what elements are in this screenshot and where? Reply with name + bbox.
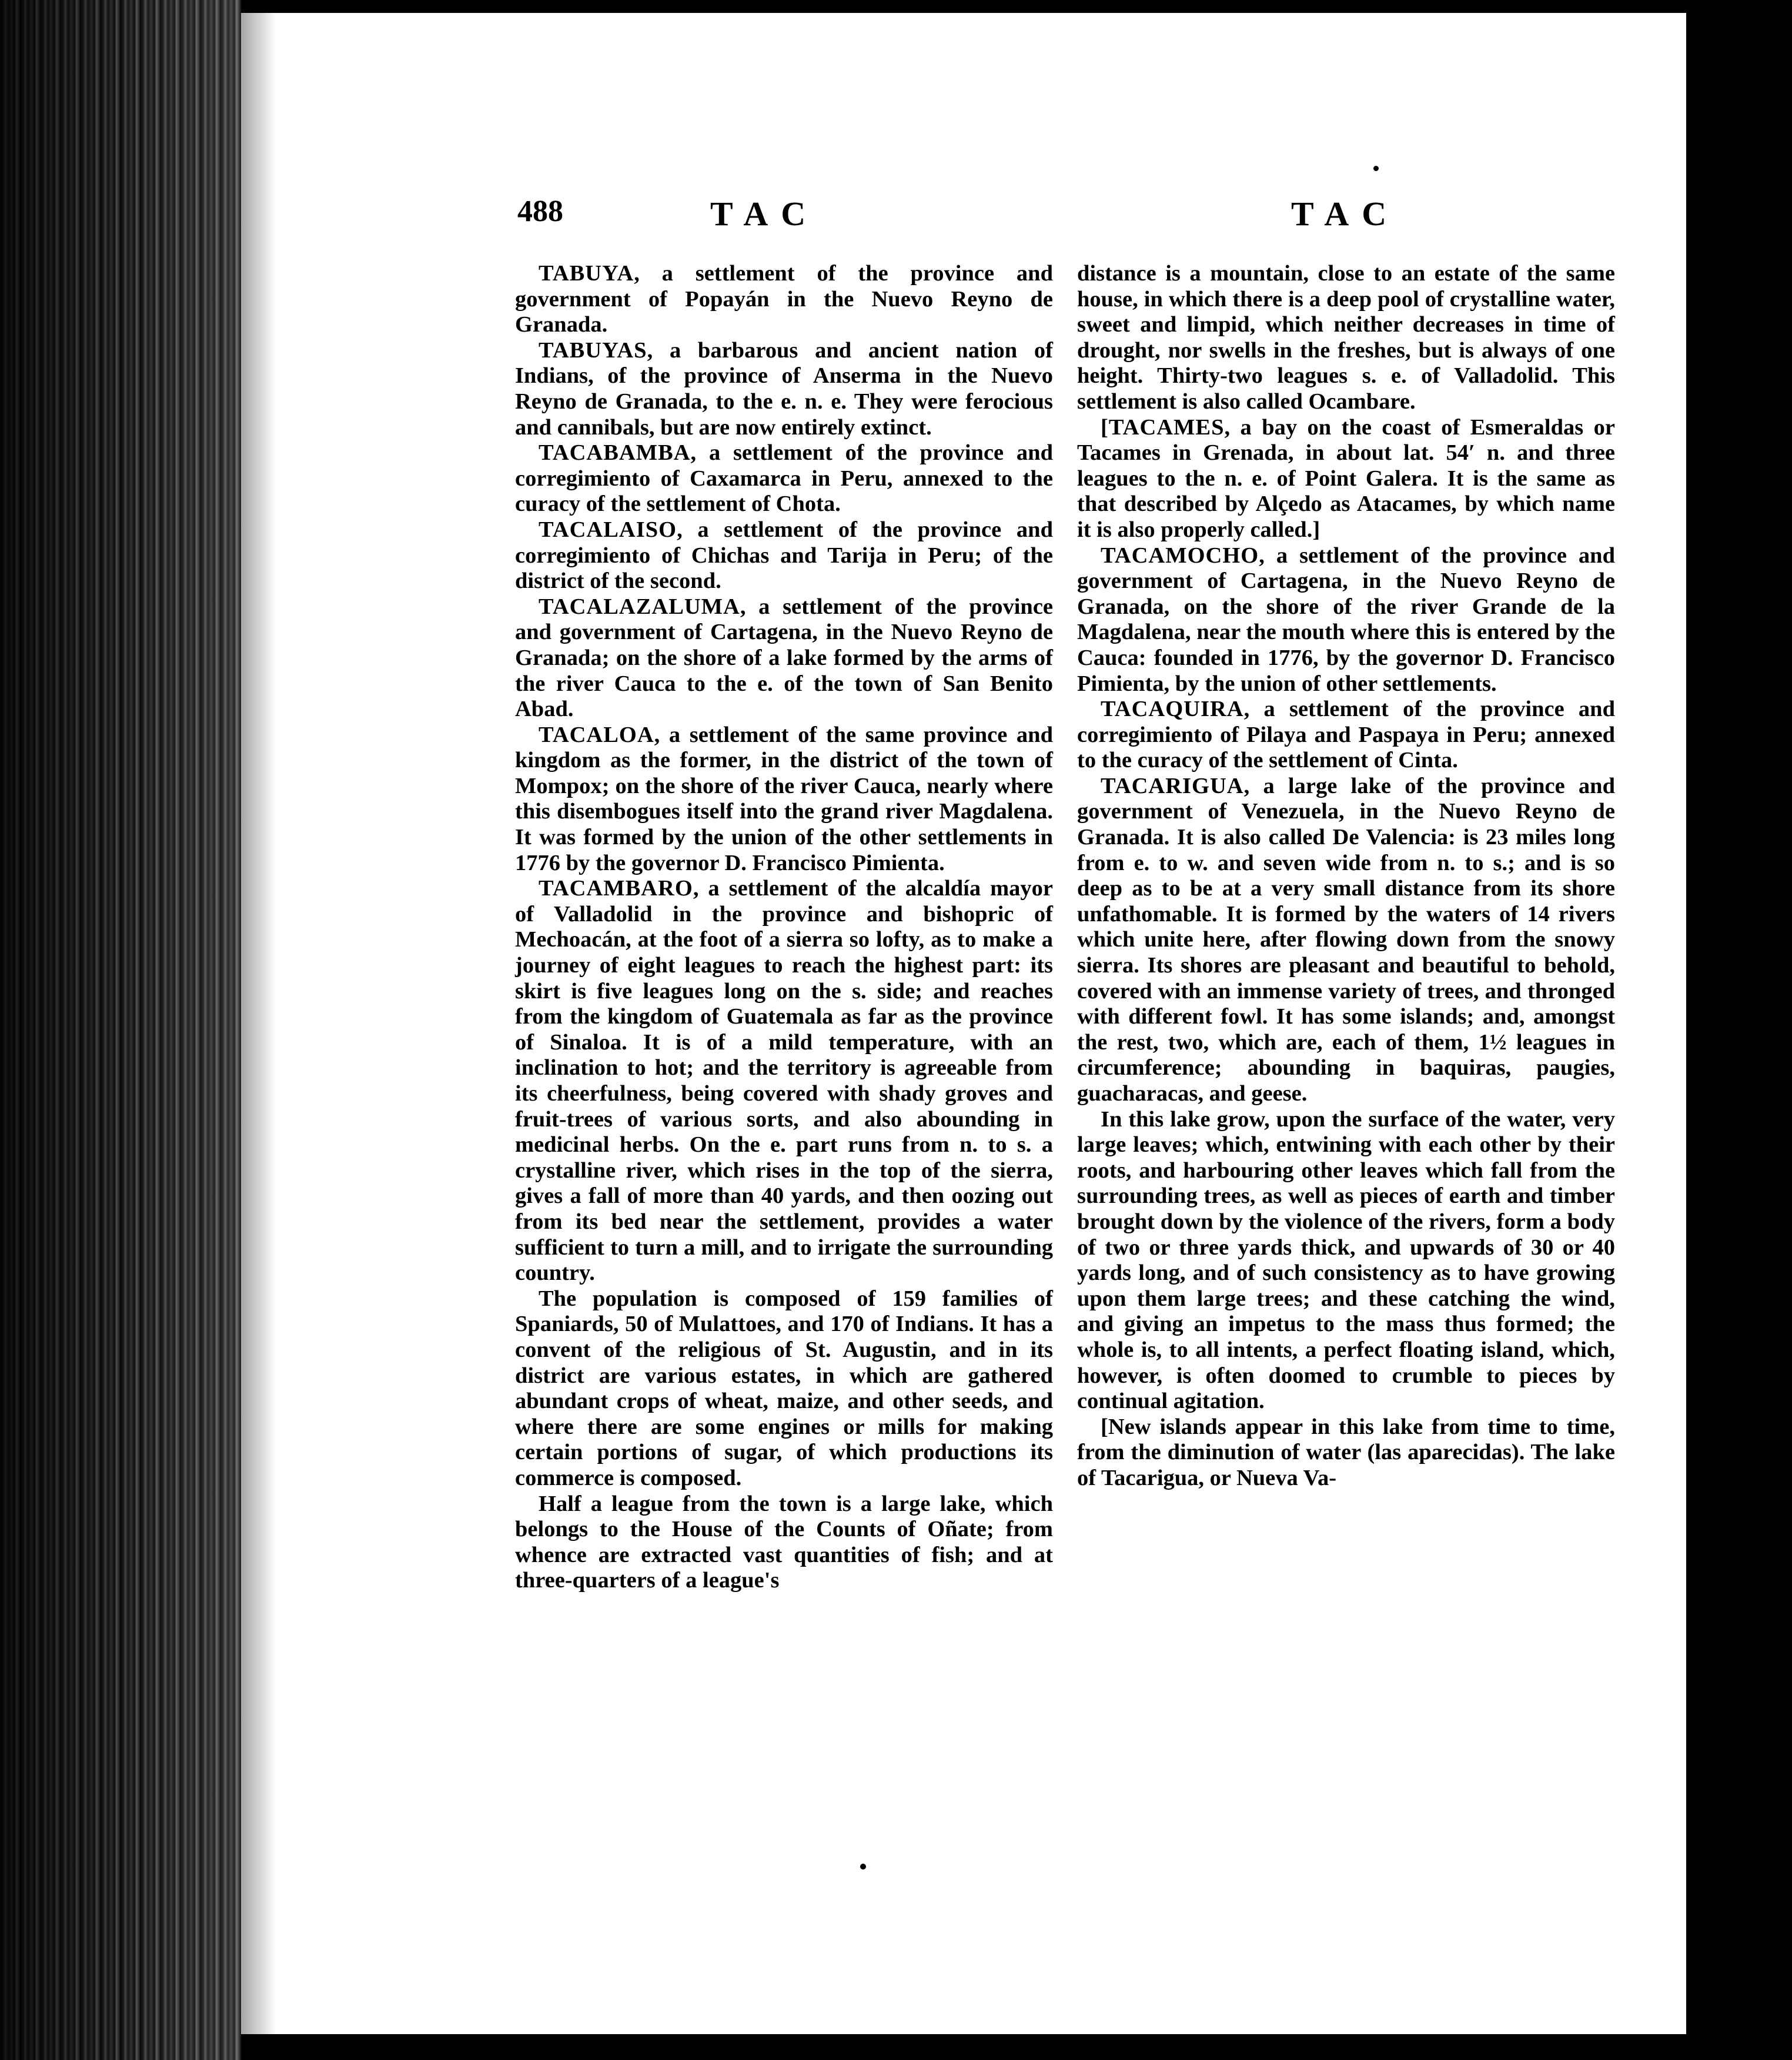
page-number: 488 [517,195,563,228]
entry-text: , a settlement of the province and government of Cartagena, in the Nuevo Reyno de Granada, on the shore of the river Grande de la Magdalena, near the mouth where this is entered by the Cauca: founded in 1776, by the governor D. Francisco Pimienta, by the union of other settlements. [1077,543,1615,696]
entry-text: , a settlement of the province and corregimiento of Chichas and Tarija in Peru; of the district of the second. [515,517,1053,594]
right-dark-margin [1686,0,1792,2060]
entry-headword: TACALOA [539,722,654,747]
entry-text: distance is a mountain, close to an estate of the same house, in which there is a deep pool of crystalline water, sweet and limpid, which neither decreases in time of drought, nor swells in the freshes, but is always of one height. Thirty-two leagues s. e. of Valladolid. This settlement is also called Ocambare. [1077,261,1615,414]
entry-headword: TACALAISO [539,517,677,542]
dictionary-entry [515,723,1053,877]
dictionary-entry [1077,415,1615,543]
entry-text: , a settlement of the province and corregimiento of Caxamarca in Peru, annexed to the curacy of the settlement of Chota. [515,440,1053,517]
dictionary-entry [515,261,1053,338]
entry-headword: TACARIGUA [1101,773,1244,798]
entry-text: , a settlement of the province and government of Cartagena, in the Nuevo Reyno de Granada; on the shore of a lake formed by the arms of the river Cauca to the e. of the town of San Benito Abad. [515,594,1053,722]
spine-shadow [0,0,241,2060]
dictionary-entry [1077,543,1615,697]
right-column [1077,261,1615,1492]
entry-text: Half a league from the town is a large lake, which belongs to the House of the Counts of Oñate; from whence are extracted vast quantities of fish; and at three-quarters of a league's [515,1491,1053,1593]
dictionary-entry [515,338,1053,440]
entry-headword: TACAMOCHO [1101,543,1259,568]
dictionary-entry [1077,1107,1615,1414]
entry-text: , a settlement of the alcaldía mayor of Valladolid in the province and bishopric of Mechoacán, at the foot of a sierra so lofty, as to make a journey of eight leagues to reach the highest part: its skirt is five leagues long on the s. side; and reaches from the kingdom of Guatemala as far as the province of Sinaloa. It is of a mild temperature, with an inclination to hot; and the territory is agreeable from its cheerfulness, being covered with shady groves and fruit-trees of various sorts, and also abounding in medicinal herbs. On the e. part runs from n. to s. a crystalline river, which rises in the top of the sierra, gives a fall of more than 40 yards, and then oozing out from its bed near the settlement, provides a water sufficient to turn a mill, and to irrigate the surrounding country. [515,876,1053,1286]
entry-text: , a settlement of the province and corregimiento of Pilaya and Paspaya in Peru; annexed to the curacy of the settlement of Cinta. [1077,697,1615,773]
dictionary-entry [1077,697,1615,774]
running-head-right: TAC [1291,195,1400,233]
left-column [515,261,1053,1594]
dictionary-entry [515,517,1053,594]
dictionary-entry [515,1492,1053,1594]
page-edge-shadow [241,13,276,2034]
ink-speck [860,1864,866,1870]
entry-headword: TABUYA [539,261,634,286]
entry-headword: [TACAMES [1101,414,1225,440]
entry-headword: TACAMBARO [539,876,693,901]
ink-speck [1373,166,1379,171]
entry-text: , a barbarous and ancient nation of Indians, of the province of Anserma in the Nuevo Reyno de Granada, to the e. n. e. They were ferocious and cannibals, but are now entirely extinct. [515,337,1053,440]
entry-text: The population is composed of 159 families of Spaniards, 50 of Mulattoes, and 170 of Indians. It has a convent of the religious of St. Augustin, and in its district are various estates, in which are gathered abundant crops of wheat, maize, and other seeds, and where there are some engines or mills for making certain portions of sugar, of which productions its commerce is composed. [515,1286,1053,1490]
entry-headword: TACALAZALUMA [539,594,740,619]
dictionary-entry [1077,774,1615,1107]
dictionary-entry [1077,261,1615,415]
entry-text: , a settlement of the province and government of Popayán in the Nuevo Reyno de Granada. [515,261,1053,337]
entry-text: In this lake grow, upon the surface of the water, very large leaves; which, entwining with each other by their roots, and harbouring other leaves which fall from the surrounding trees, as well as pieces of earth and timber brought down by the violence of the rivers, form a body of two or three yards thick, and upwards of 30 or 40 yards long, and of such consistency as to have growing upon them large trees; and these catching the wind, and giving an impetus to the mass thus formed; the whole is, to all intents, a perfect floating island, which, however, is often doomed to crumble to pieces by continual agitation. [1077,1106,1615,1414]
entry-text: [New islands appear in this lake from time to time, from the diminution of water (las aparecidas). The lake of Tacarigua, or Nueva Va- [1077,1414,1615,1490]
running-head-left: TAC [710,195,819,233]
dictionary-entry [515,440,1053,517]
dictionary-entry [1077,1414,1615,1492]
dictionary-entry [515,876,1053,1286]
entry-headword: TABUYAS [539,337,647,363]
entry-text: , a bay on the coast of Esmeraldas or Tacames in Grenada, in about lat. 54′ n. and three leagues to the n. e. of Point Galera. It is the same as that described by Alçedo as Atacames, by which name it is also properly called.] [1077,414,1615,542]
dictionary-entry [515,1286,1053,1492]
entry-text: , a large lake of the province and government of Venezuela, in the Nuevo Reyno de Granada. It is also called De Valencia: is 23 miles long from e. to w. and seven wide from n. to s.; and is so deep as to be at a very small distance from its shore unfathomable. It is formed by the waters of 14 rivers which unite here, after flowing down from the snowy sierra. Its shores are pleasant and beautiful to behold, covered with an immense variety of trees, and thronged with different fowl. It has some islands; and, amongst the rest, two, which are, each of them, 1½ leagues in circumference; abounding in baquiras, paugies, guacharacas, and geese. [1077,773,1615,1106]
dictionary-entry [515,594,1053,723]
entry-headword: TACAQUIRA [1101,697,1244,722]
entry-text: , a settlement of the same province and kingdom as the former, in the district of the town of Mompox; on the shore of the river Cauca, nearly where this disembogues itself into the grand river Magdalena. It was formed by the union of the other settlements in 1776 by the governor D. Francisco Pimienta. [515,722,1053,875]
entry-headword: TACABAMBA [539,440,691,466]
